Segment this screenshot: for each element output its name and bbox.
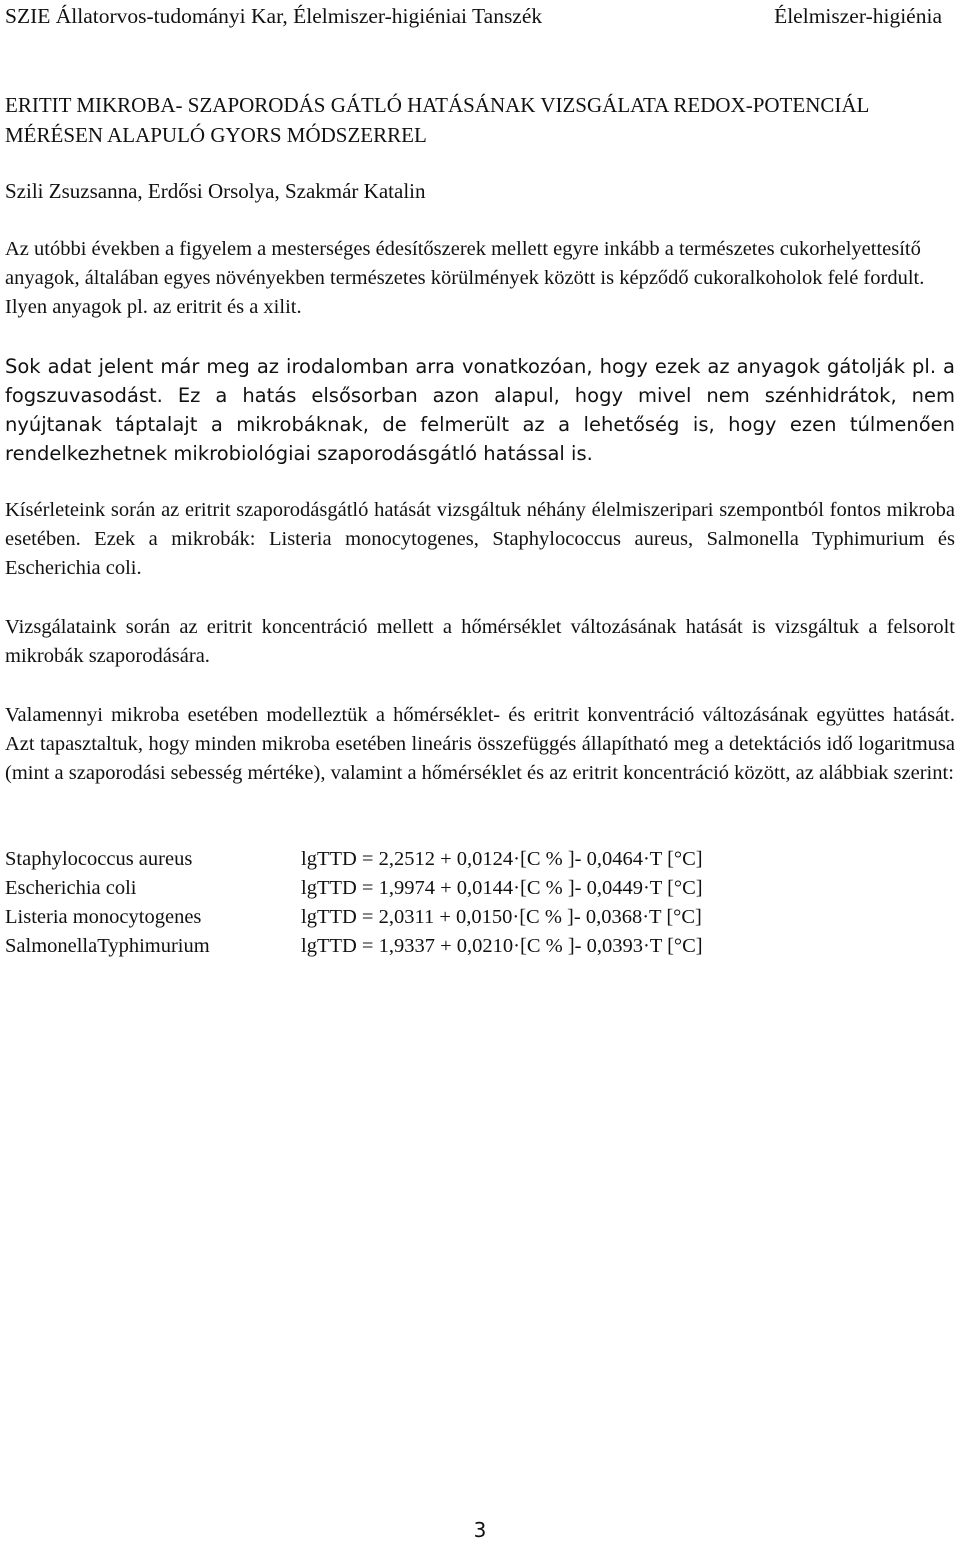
paragraph-literature: Sok adat jelent már meg az irodalomban arra vonatkozóan, hogy ezek az anyagok gátolják pl. a fogszuvasodást. Ez a hatás elsősorban azon alapul, hogy mivel nem szénhidrátok, nem nyújtanak táptalajt a mikrobáknak, de felmerült az a lehetőség is, hogy ezen túlmenően rendelkezhetnek mikrobiológiai szaporodásgátló hatással is. <box>5 355 955 465</box>
paragraph-temperature: Vizsgálataink során az eritrit koncentráció mellett a hőmérséklet változásának hatását is vizsgáltuk a felsorolt mikrobák szaporodására. <box>5 616 955 667</box>
equation-row <box>5 903 703 932</box>
equation-row <box>5 874 703 903</box>
organism-name: SalmonellaTyphimurium <box>5 935 210 957</box>
equation-row <box>5 845 703 874</box>
page-number: 3 <box>473 1518 487 1542</box>
header-institution: SZIE Állatorvos-tudományi Kar, Élelmiszer-higiéniai Tanszék <box>5 4 543 28</box>
organism-name: Staphylococcus aureus <box>5 848 193 870</box>
equation-row <box>5 932 703 961</box>
equations-table <box>5 845 703 961</box>
document-title: ERITIT MIKROBA- SZAPORODÁS GÁTLÓ HATÁSÁNAK VIZSGÁLATA REDOX-POTENCIÁL MÉRÉSEN ALAPULÓ GYORS MÓDSZERREL <box>5 93 869 147</box>
authors-line: Szili Zsuzsanna, Erdősi Orsolya, Szakmár Katalin <box>5 179 426 203</box>
page-header <box>5 4 942 38</box>
header-subject: Élelmiszer-higiénia <box>774 4 942 28</box>
organism-name: Listeria monocytogenes <box>5 906 202 928</box>
equation-formula: lgTTD = 1,9974 + 0,0144·[C % ]- 0,0449·T [°C] <box>301 877 703 899</box>
paragraph-model: Valamennyi mikroba esetében modelleztük a hőmérséklet- és eritrit konventráció változásának együttes hatását. Azt tapasztaltuk, hogy minden mikroba esetében lineáris összefüggés állapítható meg a detektációs idő logaritmusa (mint a szaporodási sebesség mértéke), valamint a hőmérséklet és az eritrit koncentráció között, az alábbiak szerint: <box>5 704 955 784</box>
equation-formula: lgTTD = 2,0311 + 0,0150·[C % ]- 0,0368·T [°C] <box>301 906 702 928</box>
organism-name: Escherichia coli <box>5 877 137 899</box>
paragraph-experiments: Kísérleteink során az eritrit szaporodásgátló hatását vizsgáltuk néhány élelmiszeripari szempontból fontos mikroba esetében. Ezek a mikrobák: Listeria monocytogenes, Staphylococcus aureus, Salmonella Typhimurium és Escherichia coli. <box>5 499 955 579</box>
equation-formula: lgTTD = 1,9337 + 0,0210·[C % ]- 0,0393·T [°C] <box>301 935 703 957</box>
paragraph-intro: Az utóbbi években a figyelem a mesterséges édesítőszerek mellett egyre inkább a természetes cukorhelyettesítő anyagok, általában egyes növényekben természetes körülmények között is képződő cukoralkoholok felé fordult. Ilyen anyagok pl. az eritrit és a xilit. <box>5 238 925 318</box>
equation-formula: lgTTD = 2,2512 + 0,0124·[C % ]- 0,0464·T [°C] <box>301 848 703 870</box>
